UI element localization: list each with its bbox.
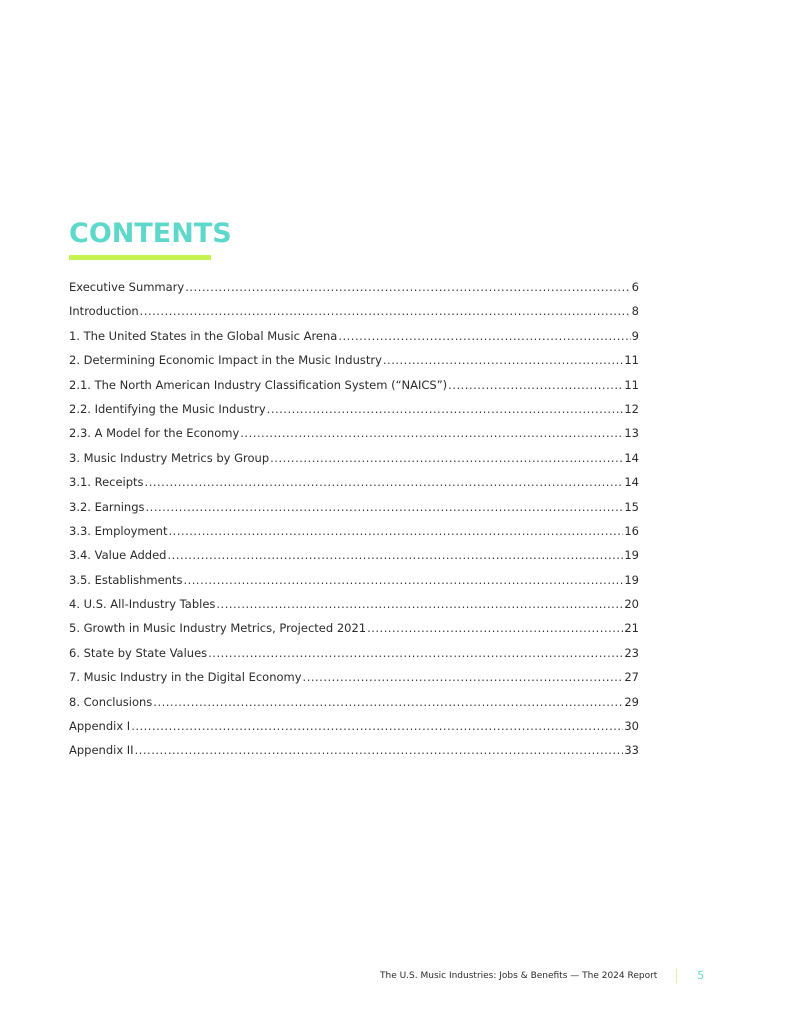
- toc-entry-title: Executive Summary: [69, 280, 185, 294]
- page-footer: [380, 968, 730, 984]
- contents-header: [69, 218, 232, 260]
- table-of-contents: [69, 275, 639, 763]
- title-underline: [69, 255, 211, 260]
- toc-leader-dots: [168, 519, 623, 543]
- toc-entry[interactable]: [69, 592, 639, 616]
- toc-entry-page: 16: [624, 523, 639, 538]
- toc-entry-page: 30: [624, 719, 639, 734]
- toc-entry-title: 2.1. The North American Industry Classification System (“NAICS”): [69, 377, 448, 392]
- toc-entry-title: 4. U.S. All-Industry Tables: [69, 597, 216, 612]
- toc-entry[interactable]: [69, 446, 639, 470]
- toc-entry[interactable]: [69, 348, 639, 372]
- toc-entry-title: 7. Music Industry in the Digital Economy: [69, 670, 302, 685]
- toc-entry[interactable]: [69, 690, 639, 714]
- toc-entry-title: 5. Growth in Music Industry Metrics, Projected 2021: [69, 621, 367, 636]
- footer-divider: [676, 969, 677, 983]
- toc-entry-page: 6: [631, 280, 639, 294]
- toc-entry[interactable]: [69, 373, 639, 397]
- toc-entry-page: 13: [624, 426, 639, 441]
- page-title: CONTENTS: [69, 218, 232, 249]
- toc-leader-dots: [183, 568, 623, 592]
- toc-entry-title: 3. Music Industry Metrics by Group: [69, 450, 270, 465]
- toc-entry-page: 12: [624, 401, 639, 416]
- toc-entry-title: 2. Determining Economic Impact in the Music Industry: [69, 353, 382, 368]
- toc-entry-page: 33: [624, 743, 639, 758]
- toc-entry[interactable]: [69, 714, 639, 738]
- toc-entry-title: 3.1. Receipts: [69, 475, 144, 490]
- toc-leader-dots: [208, 641, 623, 665]
- toc-entry-title: Appendix II: [69, 743, 134, 758]
- toc-entry[interactable]: [69, 616, 639, 640]
- toc-leader-dots: [146, 495, 624, 519]
- toc-leader-dots: [185, 275, 630, 299]
- toc-entry[interactable]: [69, 470, 639, 494]
- toc-entry-title: Appendix I: [69, 719, 131, 734]
- toc-entry[interactable]: [69, 543, 639, 567]
- toc-leader-dots: [135, 738, 624, 762]
- footer-report-title: The U.S. Music Industries: Jobs & Benefits — The 2024 Report: [380, 971, 658, 981]
- toc-entry-page: 19: [624, 572, 639, 587]
- toc-entry-title: Introduction: [69, 304, 139, 319]
- toc-entry-page: 27: [624, 670, 639, 685]
- toc-entry-title: 1. The United States in the Global Music Arena: [69, 328, 338, 343]
- toc-leader-dots: [167, 543, 623, 567]
- toc-entry-title: 6. State by State Values: [69, 645, 208, 660]
- toc-entry-page: 20: [624, 597, 639, 612]
- toc-leader-dots: [338, 324, 630, 348]
- toc-entry-title: 3.5. Establishments: [69, 572, 183, 587]
- toc-leader-dots: [153, 690, 623, 714]
- toc-entry-page: 15: [624, 499, 639, 514]
- toc-entry[interactable]: [69, 275, 639, 299]
- toc-entry-title: 8. Conclusions: [69, 694, 153, 709]
- toc-entry-page: 23: [624, 645, 639, 660]
- toc-entry[interactable]: [69, 421, 639, 445]
- toc-entry[interactable]: [69, 324, 639, 348]
- footer-page-number: 5: [697, 970, 705, 982]
- toc-entry[interactable]: [69, 397, 639, 421]
- toc-entry-page: 21: [624, 621, 639, 636]
- toc-entry-page: 19: [624, 548, 639, 563]
- toc-entry[interactable]: [69, 568, 639, 592]
- toc-entry-page: 11: [624, 353, 639, 368]
- toc-leader-dots: [303, 665, 624, 689]
- toc-entry-title: 2.2. Identifying the Music Industry: [69, 401, 266, 416]
- toc-entry-page: 29: [624, 694, 639, 709]
- toc-entry[interactable]: [69, 738, 639, 762]
- toc-leader-dots: [383, 348, 623, 372]
- toc-entry[interactable]: [69, 299, 639, 323]
- toc-leader-dots: [448, 373, 623, 397]
- toc-entry-page: 14: [624, 450, 639, 465]
- toc-entry-title: 3.3. Employment: [69, 523, 168, 538]
- toc-entry[interactable]: [69, 519, 639, 543]
- toc-leader-dots: [270, 446, 623, 470]
- toc-entry-title: 2.3. A Model for the Economy: [69, 426, 240, 441]
- toc-leader-dots: [145, 470, 624, 494]
- toc-entry[interactable]: [69, 665, 639, 689]
- toc-leader-dots: [216, 592, 623, 616]
- toc-entry-page: 11: [624, 377, 639, 392]
- toc-entry-page: 8: [631, 304, 639, 319]
- toc-leader-dots: [240, 421, 623, 445]
- toc-leader-dots: [367, 616, 623, 640]
- toc-entry[interactable]: [69, 641, 639, 665]
- toc-entry[interactable]: [69, 495, 639, 519]
- toc-entry-title: 3.4. Value Added: [69, 548, 167, 563]
- toc-entry-page: 14: [624, 475, 639, 490]
- toc-leader-dots: [131, 714, 623, 738]
- toc-entry-title: 3.2. Earnings: [69, 499, 145, 514]
- toc-leader-dots: [140, 299, 631, 323]
- toc-entry-page: 9: [631, 328, 639, 343]
- toc-leader-dots: [267, 397, 624, 421]
